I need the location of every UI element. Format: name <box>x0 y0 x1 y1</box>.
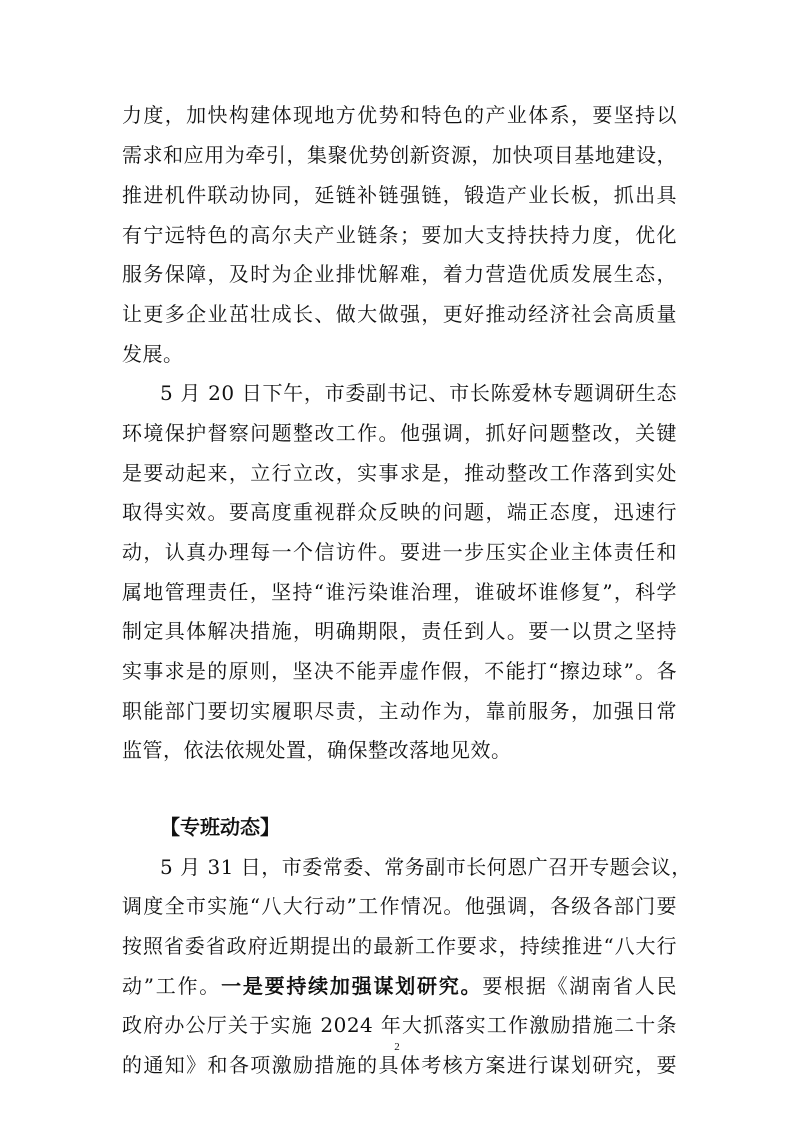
paragraph-2-line-1: 5 月 20 日下午，市委副书记、市长陈爱林专题调研生态 <box>160 381 677 405</box>
paragraph-2-line-3: 是要动起来，立行立改，实事求是，推动整改工作落到实处 <box>122 461 677 485</box>
paragraph-1-line-6: 让更多企业茁壮成长、做大做强，更好推动经济社会高质量 <box>122 302 677 326</box>
paragraph-3-line-4-rest: 要根据《湖南省人民 <box>482 974 677 998</box>
paragraph-3-line-2: 调度全市实施“八大行动”工作情况。他强调，各级各部门要 <box>122 894 677 918</box>
paragraph-3-line-1: 5 月 31 日，市委常委、常务副市长何恩广召开专题会议， <box>160 855 692 879</box>
paragraph-1-line-4: 有宁远特色的高尔夫产业链条；要加大支持扶持力度，优化 <box>122 223 677 247</box>
section-heading: 【专班动态】 <box>160 815 280 839</box>
paragraph-3-line-4 <box>122 974 677 998</box>
paragraph-2-line-7: 制定具体解决措施，明确期限，责任到人。要一以贯之坚持 <box>122 619 677 643</box>
paragraph-3-line-5: 政府办公厅关于实施 2024 年大抓落实工作激励措施二十条 <box>122 1013 677 1037</box>
paragraph-2-line-10: 监管，依法依规处置，确保整改落地见效。 <box>122 738 512 762</box>
paragraph-3-line-4-normal: 动”工作。 <box>122 974 222 998</box>
paragraph-2-line-8: 实事求是的原则，坚决不能弄虚作假，不能打“擦边球”。各 <box>122 659 677 683</box>
paragraph-1-line-1: 力度，加快构建体现地方优势和特色的产业体系，要坚持以 <box>122 103 677 127</box>
paragraph-1-line-5: 服务保障，及时为企业排忧解难，着力营造优质发展生态， <box>122 262 677 286</box>
paragraph-2-line-9: 职能部门要切实履职尽责，主动作为，靠前服务，加强日常 <box>122 699 677 723</box>
paragraph-1-line-3: 推进机件联动协同，延链补链强链，锻造产业长板，抓出具 <box>122 183 677 207</box>
paragraph-3-emphasis: 一是要持续加强谋划研究。 <box>221 974 483 998</box>
paragraph-3-line-6: 的通知》和各项激励措施的具体考核方案进行谋划研究，要 <box>122 1053 677 1077</box>
page-number: 2 <box>394 1041 400 1053</box>
paragraph-2-line-4: 取得实效。要高度重视群众反映的问题，端正态度，迅速行 <box>122 500 677 524</box>
paragraph-2-line-2: 环境保护督察问题整改工作。他强调，抓好问题整改，关键 <box>122 421 677 445</box>
paragraph-1-line-2: 需求和应用为牵引，集聚优势创新资源，加快项目基地建设， <box>122 143 677 167</box>
paragraph-2-line-5: 动，认真办理每一个信访件。要进一步压实企业主体责任和 <box>122 540 677 564</box>
paragraph-3-line-3: 按照省委省政府近期提出的最新工作要求，持续推进“八大行 <box>122 934 677 958</box>
paragraph-2-line-6: 属地管理责任，坚持“谁污染谁治理，谁破坏谁修复”，科学 <box>122 580 677 604</box>
paragraph-1-line-7: 发展。 <box>122 342 184 366</box>
